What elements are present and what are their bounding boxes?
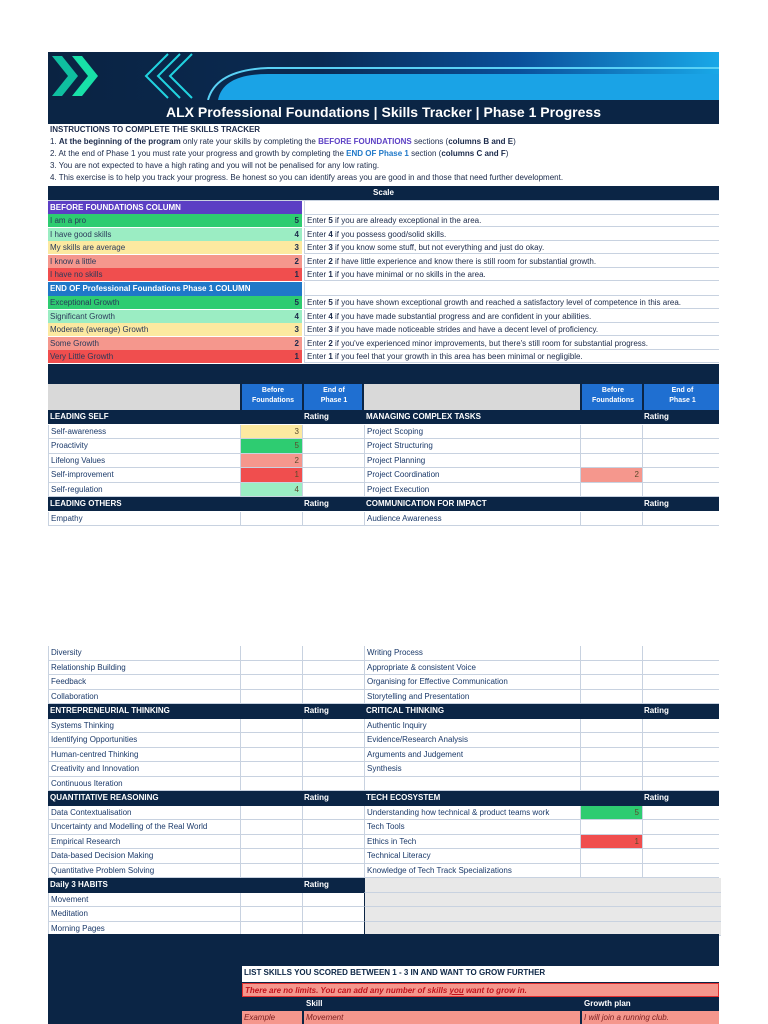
skill-name: Identifying Opportunities [48, 733, 240, 748]
end-rating-cell[interactable] [302, 835, 364, 850]
end-rating-cell[interactable] [642, 719, 719, 734]
before-scale-row [48, 214, 719, 227]
before-scale-row [48, 255, 719, 268]
end-scale-row [48, 296, 719, 309]
instruction-line-1: 1. At the beginning of the program only rate your skills by completing the BEFORE FOUNDATIONS sections (columns B and E) [50, 137, 516, 146]
table-row [48, 675, 719, 690]
before-rating-cell[interactable]: 5 [240, 439, 302, 454]
before-rating-cell[interactable] [240, 777, 302, 792]
end-rating-cell[interactable] [642, 646, 719, 661]
example-plan: I will join a running club. [582, 1011, 719, 1024]
skill-name: Continuous Iteration [48, 777, 240, 792]
page-title: ALX Professional Foundations | Skills Tracker | Phase 1 Progress [48, 100, 719, 124]
skill-name: Relationship Building [48, 661, 240, 676]
before-scale-row [48, 241, 719, 254]
header-banner [48, 52, 719, 100]
table-row [48, 733, 719, 748]
end-rating-cell[interactable] [642, 835, 719, 850]
table-row [48, 483, 719, 498]
end-rating-cell[interactable] [302, 468, 364, 483]
skill-name: Diversity [48, 646, 240, 661]
scale-label: I know a little [48, 255, 302, 268]
end-rating-cell[interactable] [302, 806, 364, 821]
skill-name: Organising for Effective Communication [364, 675, 580, 690]
end-rating-cell[interactable] [302, 661, 364, 676]
skill-name: Meditation [48, 907, 240, 922]
section-header: LEADING SELF [48, 410, 302, 424]
section-header: COMMUNICATION FOR IMPACT [364, 497, 642, 511]
rating-header: Rating [302, 497, 364, 511]
skill-name: Authentic Inquiry [364, 719, 580, 734]
section-header: Daily 3 HABITS [48, 878, 302, 893]
table-row [48, 719, 719, 734]
skill-name: Understanding how technical & product teams work [364, 806, 580, 821]
end-rating-cell[interactable] [642, 675, 719, 690]
end-rating-cell[interactable] [302, 483, 364, 498]
skill-name: Ethics in Tech [364, 835, 580, 850]
scale-value: 2 [268, 337, 302, 350]
end-scale-row [48, 310, 719, 323]
before-rating-cell[interactable] [240, 820, 302, 835]
table-row [48, 497, 719, 511]
before-rating-cell[interactable]: 2 [580, 468, 642, 483]
rating-header: Rating [302, 410, 364, 424]
scale-value: 2 [268, 255, 302, 268]
rating-header: Rating [642, 410, 719, 424]
rating-header: Rating [642, 497, 719, 511]
scale-label: I have good skills [48, 228, 302, 241]
table-row [48, 893, 719, 908]
end-rating-cell[interactable] [642, 820, 719, 835]
end-rating-cell[interactable] [642, 864, 719, 879]
skill-name: Evidence/Research Analysis [364, 733, 580, 748]
end-scale-row [48, 350, 719, 363]
skill-name: Proactivity [48, 439, 240, 454]
skill-name: Uncertainty and Modelling of the Real World [48, 820, 240, 835]
before-scale-row [48, 228, 719, 241]
rating-header: Rating [302, 704, 364, 719]
before-rating-cell[interactable] [580, 425, 642, 440]
skill-name: Empirical Research [48, 835, 240, 850]
before-rating-cell[interactable] [240, 893, 302, 908]
skill-name: Writing Process [364, 646, 580, 661]
table-row [48, 849, 719, 864]
scale-value: 3 [268, 323, 302, 336]
table-row [48, 454, 719, 469]
scale-label: I have no skills [48, 268, 302, 281]
instructions-block [48, 124, 719, 184]
before-rating-cell[interactable] [240, 864, 302, 879]
scale-header: Scale [48, 186, 719, 200]
scale-description: Enter 3 if you know some stuff, but not everything and just do okay. [304, 241, 719, 254]
scale-description: Enter 2 if you've experienced minor improvements, but there's still room for substantial progress. [304, 337, 719, 350]
skill-name: Project Scoping [364, 425, 580, 440]
before-rating-cell[interactable] [580, 646, 642, 661]
before-rating-cell[interactable] [240, 907, 302, 922]
end-rating-cell[interactable] [302, 748, 364, 763]
skill-name: Project Coordination [364, 468, 580, 483]
before-rating-cell[interactable]: 1 [240, 468, 302, 483]
rating-header: Rating [642, 704, 719, 719]
end-rating-cell[interactable] [302, 762, 364, 777]
scale-label: Some Growth [48, 337, 302, 350]
before-rating-cell[interactable] [580, 748, 642, 763]
scale-label: I am a pro [48, 214, 302, 227]
skill-name: Movement [48, 893, 240, 908]
col-skill-header: Skill [306, 999, 323, 1008]
end-rating-cell[interactable] [642, 806, 719, 821]
end-rating-cell[interactable] [302, 439, 364, 454]
end-rating-cell[interactable] [302, 820, 364, 835]
table-row [48, 777, 719, 792]
before-rating-cell[interactable] [580, 690, 642, 705]
before-rating-cell[interactable] [580, 483, 642, 498]
skill-name: Knowledge of Tech Track Specializations [364, 864, 580, 879]
example-skill: Movement [304, 1011, 580, 1024]
scale-value: 4 [268, 228, 302, 241]
end-rating-cell[interactable] [642, 439, 719, 454]
before-rating-cell[interactable] [240, 719, 302, 734]
before-rating-cell[interactable] [580, 512, 642, 527]
table-row [48, 661, 719, 676]
instruction-line-3: 3. You are not expected to have a high rating and you will not be penalised for any low rating. [50, 161, 380, 170]
before-rating-cell[interactable] [240, 835, 302, 850]
instruction-line-4: 4. This exercise is to help you track your progress. Be honest so you can identify areas you are good in and those that need further development. [50, 173, 564, 182]
growth-section [48, 964, 719, 1024]
skill-name: Feedback [48, 675, 240, 690]
before-scale-row [48, 268, 719, 281]
scale-description: Enter 3 if you have made noticeable strides and have a decent level of proficiency. [304, 323, 719, 336]
before-rating-cell[interactable]: 2 [240, 454, 302, 469]
before-rating-cell[interactable] [580, 849, 642, 864]
skill-name: Appropriate & consistent Voice [364, 661, 580, 676]
skill-name: Self-improvement [48, 468, 240, 483]
column-header-row: Before Foundations End of Phase 1 Before Foundations End of Phase 1 [48, 384, 719, 410]
instruction-line-2: 2. At the end of Phase 1 you must rate your progress and growth by completing the END OF Phase 1 section (columns C and F) [50, 149, 509, 158]
scale-value: 1 [268, 350, 302, 363]
skill-name: Human-centred Thinking [48, 748, 240, 763]
before-rating-cell[interactable] [580, 661, 642, 676]
skill-name: Lifelong Values [48, 454, 240, 469]
end-rating-cell[interactable] [302, 675, 364, 690]
skill-name: Data Contextualisation [48, 806, 240, 821]
end-rating-cell[interactable] [302, 425, 364, 440]
example-label: Example [242, 1011, 302, 1024]
section-header: TECH ECOSYSTEM [364, 791, 642, 806]
end-rating-cell[interactable] [642, 661, 719, 676]
scale-label: Very Little Growth [48, 350, 302, 363]
scale-label: Significant Growth [48, 310, 302, 323]
before-rating-cell[interactable] [580, 675, 642, 690]
skill-name: Morning Pages [48, 922, 240, 937]
table-row [48, 835, 719, 850]
growth-title: LIST SKILLS YOU SCORED BETWEEN 1 - 3 IN AND WANT TO GROW FURTHER [242, 966, 719, 982]
rating-header: Rating [642, 791, 719, 806]
before-rating-cell[interactable] [580, 733, 642, 748]
rating-header: Rating [302, 791, 364, 806]
before-rating-cell[interactable] [240, 646, 302, 661]
skill-name: Project Structuring [364, 439, 580, 454]
before-rating-cell[interactable] [580, 864, 642, 879]
scale-value: 5 [268, 214, 302, 227]
end-rating-cell[interactable] [642, 512, 719, 527]
scale-label: My skills are average [48, 241, 302, 254]
skill-name: Systems Thinking [48, 719, 240, 734]
end-rating-cell[interactable] [642, 690, 719, 705]
end-rating-cell[interactable] [302, 849, 364, 864]
skill-name: Synthesis [364, 762, 580, 777]
scale-description: Enter 4 if you have made substantial progress and are confident in your abilities. [304, 310, 719, 323]
scale-label: Moderate (average) Growth [48, 323, 302, 336]
scale-description: Enter 4 if you possess good/solid skills. [304, 228, 719, 241]
growth-note: There are no limits. You can add any number of skills you want to grow in. [242, 983, 719, 997]
skill-name: Creativity and Innovation [48, 762, 240, 777]
table-row [48, 791, 719, 806]
before-rating-cell[interactable]: 3 [240, 425, 302, 440]
section-header: ENTREPRENEURIAL THINKING [48, 704, 302, 719]
scale-description: Enter 5 if you are already exceptional in the area. [304, 214, 719, 227]
table-row [48, 820, 719, 835]
rating-header: Rating [302, 878, 364, 893]
skill-name: Audience Awareness [364, 512, 580, 527]
before-rating-cell[interactable]: 5 [580, 806, 642, 821]
table-row [48, 425, 719, 440]
end-rating-cell[interactable] [302, 864, 364, 879]
scale-label: Exceptional Growth [48, 296, 302, 309]
scale-value: 5 [268, 296, 302, 309]
before-rating-cell[interactable]: 4 [240, 483, 302, 498]
end-rating-cell[interactable] [642, 733, 719, 748]
skill-name: Data-based Decision Making [48, 849, 240, 864]
end-rating-cell[interactable] [642, 849, 719, 864]
col-plan-header: Growth plan [584, 999, 631, 1008]
before-rating-cell[interactable] [580, 762, 642, 777]
before-rating-cell[interactable] [240, 849, 302, 864]
section-header: LEADING OTHERS [48, 497, 302, 511]
table-row [48, 439, 719, 454]
scale-value: 3 [268, 241, 302, 254]
end-scale-row [48, 323, 719, 336]
before-rating-cell[interactable] [240, 512, 302, 527]
before-foundations-header: BEFORE FOUNDATIONS COLUMN [48, 201, 719, 215]
scale-description: Enter 1 if you feel that your growth in this area has been minimal or negligible. [304, 350, 719, 363]
scale-value: 4 [268, 310, 302, 323]
table-row [48, 512, 719, 527]
table-row [48, 806, 719, 821]
scale-description: Enter 2 if have little experience and know there is still room for substantial growth. [304, 255, 719, 268]
section-header: CRITICAL THINKING [364, 704, 642, 719]
growth-spacer [48, 934, 719, 964]
table-row [48, 864, 719, 879]
before-rating-cell[interactable] [240, 690, 302, 705]
before-rating-cell[interactable] [240, 675, 302, 690]
skill-name: Storytelling and Presentation [364, 690, 580, 705]
end-rating-cell[interactable] [302, 907, 364, 922]
table-row [48, 646, 719, 661]
table-row [48, 762, 719, 777]
end-rating-cell[interactable] [302, 733, 364, 748]
end-scale-row [48, 337, 719, 350]
scale-description: Enter 1 if you have minimal or no skills in the area. [304, 268, 719, 281]
before-rating-cell[interactable] [240, 748, 302, 763]
table-row [48, 748, 719, 763]
end-rating-cell[interactable] [302, 646, 364, 661]
table-row [48, 907, 719, 922]
instructions-heading: INSTRUCTIONS TO COMPLETE THE SKILLS TRACKER [50, 125, 261, 134]
table-row [48, 878, 719, 893]
skill-name: Collaboration [48, 690, 240, 705]
before-rating-cell[interactable] [240, 806, 302, 821]
skill-name: Project Planning [364, 454, 580, 469]
end-rating-cell[interactable] [302, 719, 364, 734]
end-rating-cell[interactable] [302, 690, 364, 705]
before-rating-cell[interactable] [580, 454, 642, 469]
end-phase-header: END OF Professional Foundations Phase 1 COLUMN [48, 282, 719, 296]
skill-name: Tech Tools [364, 820, 580, 835]
scale-description: Enter 5 if you have shown exceptional growth and reached a satisfactory level of competence in this area. [304, 296, 719, 309]
end-rating-cell[interactable] [642, 454, 719, 469]
skill-name: Arguments and Judgement [364, 748, 580, 763]
skill-name: Technical Literacy [364, 849, 580, 864]
table-row [48, 410, 719, 424]
skill-name: Project Execution [364, 483, 580, 498]
table-row [48, 704, 719, 719]
end-rating-cell[interactable] [642, 483, 719, 498]
before-rating-cell[interactable] [240, 733, 302, 748]
before-rating-cell[interactable]: 1 [580, 835, 642, 850]
skill-name: Quantitative Problem Solving [48, 864, 240, 879]
spacer-bar [48, 364, 719, 384]
scale-value: 1 [268, 268, 302, 281]
end-rating-cell[interactable] [642, 468, 719, 483]
end-rating-cell[interactable] [302, 454, 364, 469]
end-rating-cell[interactable] [302, 893, 364, 908]
table-row [48, 690, 719, 705]
skill-name: Self-awareness [48, 425, 240, 440]
section-header: MANAGING COMPLEX TASKS [364, 410, 642, 424]
before-rating-cell[interactable] [240, 762, 302, 777]
end-rating-cell[interactable] [642, 762, 719, 777]
before-rating-cell[interactable] [240, 661, 302, 676]
end-rating-cell[interactable] [302, 777, 364, 792]
table-row [48, 468, 719, 483]
skill-name: Empathy [48, 512, 240, 527]
skill-name: Self-regulation [48, 483, 240, 498]
end-rating-cell[interactable] [642, 748, 719, 763]
banner-decoration [48, 52, 719, 100]
before-rating-cell[interactable] [580, 820, 642, 835]
end-rating-cell[interactable] [642, 425, 719, 440]
before-rating-cell[interactable] [580, 719, 642, 734]
end-rating-cell[interactable] [302, 512, 364, 527]
section-header: QUANTITATIVE REASONING [48, 791, 302, 806]
before-rating-cell[interactable] [580, 439, 642, 454]
